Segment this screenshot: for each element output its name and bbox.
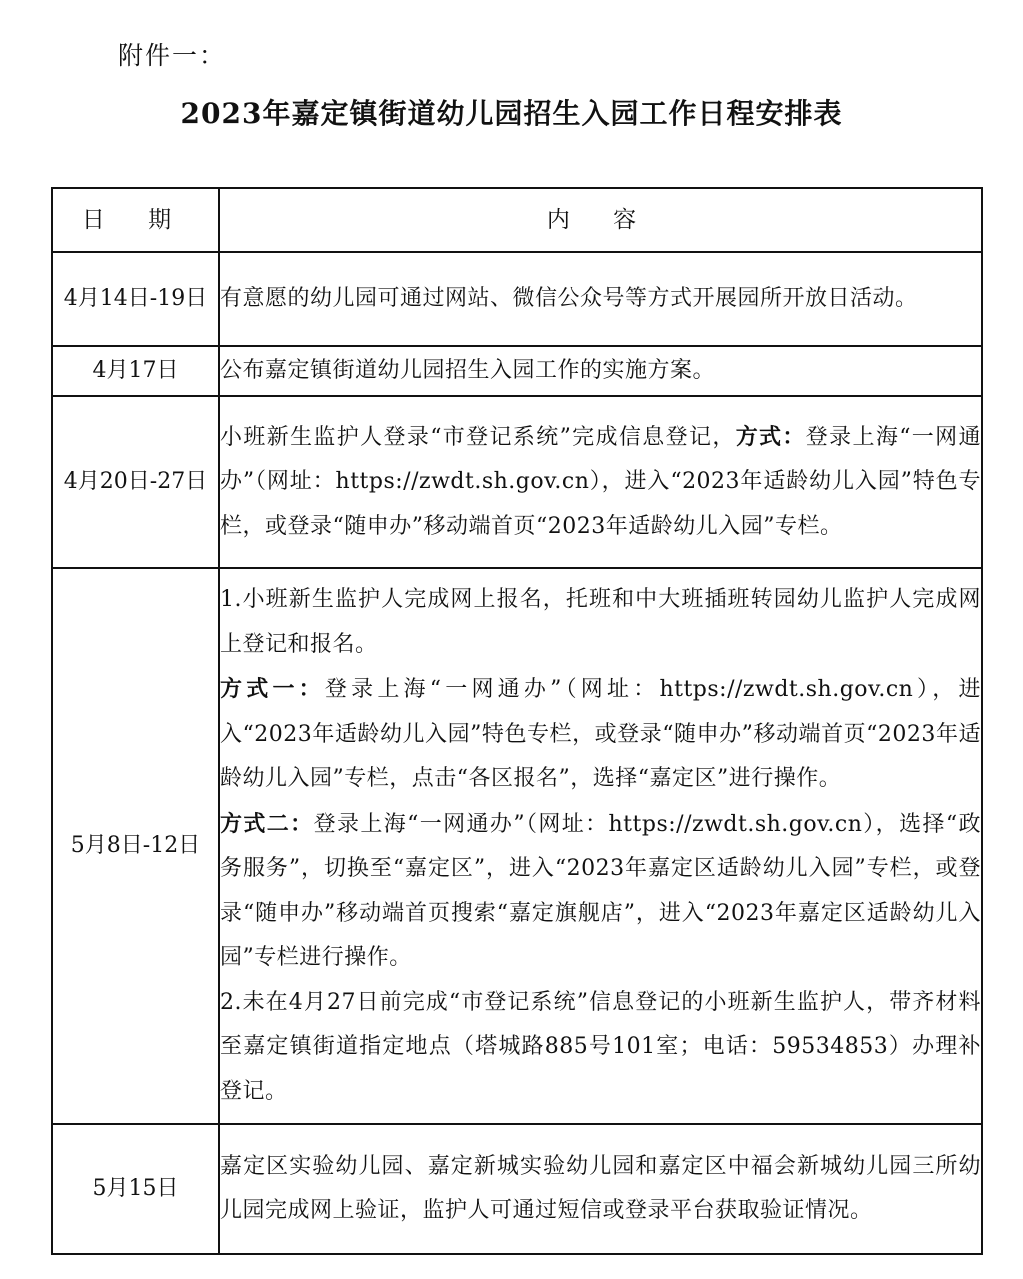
row-content bbox=[219, 396, 982, 568]
method-1 bbox=[220, 667, 981, 802]
table-row bbox=[52, 1124, 982, 1254]
header-content: 内 容 bbox=[219, 188, 982, 252]
row-date: 4月20日-27日 bbox=[52, 396, 219, 568]
attachment-label: 附件一： bbox=[118, 41, 227, 70]
item-2-text: 2.未在4月27日前完成“市登记系统”信息登记的小班新生监护人，带齐材料至嘉定镇街道指定地点（塔城路885号101室；电话：59534853）办理补登记。 bbox=[220, 989, 981, 1104]
row-content: 有意愿的幼儿园可通过网站、微信公众号等方式开展园所开放日活动。 bbox=[219, 252, 982, 346]
document-title: 2023年嘉定镇街道幼儿园招生入园工作日程安排表 bbox=[180, 97, 843, 130]
method-1-label: 方式一： bbox=[220, 676, 325, 702]
item-1-text: 1.小班新生监护人完成网上报名，托班和中大班插班转园幼儿监护人完成网上登记和报名。 bbox=[220, 587, 981, 657]
table-row bbox=[52, 568, 982, 1124]
method-label: 方式： bbox=[735, 423, 806, 450]
method-2 bbox=[220, 802, 981, 981]
method-1-text: 登录上海“一网通办”（网址：https://zwdt.sh.gov.cn），进入“2023年适龄幼儿入园”特色专栏，或登录“随申办”移动端首页“2023年适龄幼儿入园”专栏，点击“各区报名”，选择“嘉定区”进行操作。 bbox=[220, 677, 981, 791]
row-date: 5月15日 bbox=[52, 1124, 219, 1254]
row-content-text: 登录上海“一网通办”（网址：https://zwdt.sh.gov.cn），进入“2023年适龄幼儿入园”特色专栏，或登录“随申办”移动端首页“2023年适龄幼儿入园”专栏。 bbox=[220, 424, 982, 539]
header-date: 日 期 bbox=[52, 188, 219, 252]
row-content: 嘉定区实验幼儿园、嘉定新城实验幼儿园和嘉定区中福会新城幼儿园三所幼儿园完成网上验证，监护人可通过短信或登录平台获取验证情况。 bbox=[219, 1124, 982, 1254]
method-2-text: 登录上海“一网通办”（网址：https://zwdt.sh.gov.cn），选择“政务服务”，切换至“嘉定区”，进入“2023年嘉定区适龄幼儿入园”专栏，或登录“随申办”移动端首页搜索“嘉定旗舰店”，进入“2023年嘉定区适龄幼儿入园”专栏进行操作。 bbox=[220, 811, 981, 970]
row-content bbox=[219, 568, 982, 1124]
method-2-label: 方式二： bbox=[220, 810, 314, 837]
table-row bbox=[52, 346, 982, 396]
table-header-row bbox=[52, 188, 982, 252]
row-date: 5月8日-12日 bbox=[52, 568, 219, 1124]
schedule-table bbox=[51, 187, 983, 1255]
row-content-text: 小班新生监护人登录“市登记系统”完成信息登记， bbox=[220, 424, 736, 450]
row-date: 4月14日-19日 bbox=[52, 252, 219, 346]
row-content: 公布嘉定镇街道幼儿园招生入园工作的实施方案。 bbox=[219, 346, 982, 396]
row-date: 4月17日 bbox=[52, 346, 219, 396]
table-row bbox=[52, 252, 982, 346]
table-row bbox=[52, 396, 982, 568]
